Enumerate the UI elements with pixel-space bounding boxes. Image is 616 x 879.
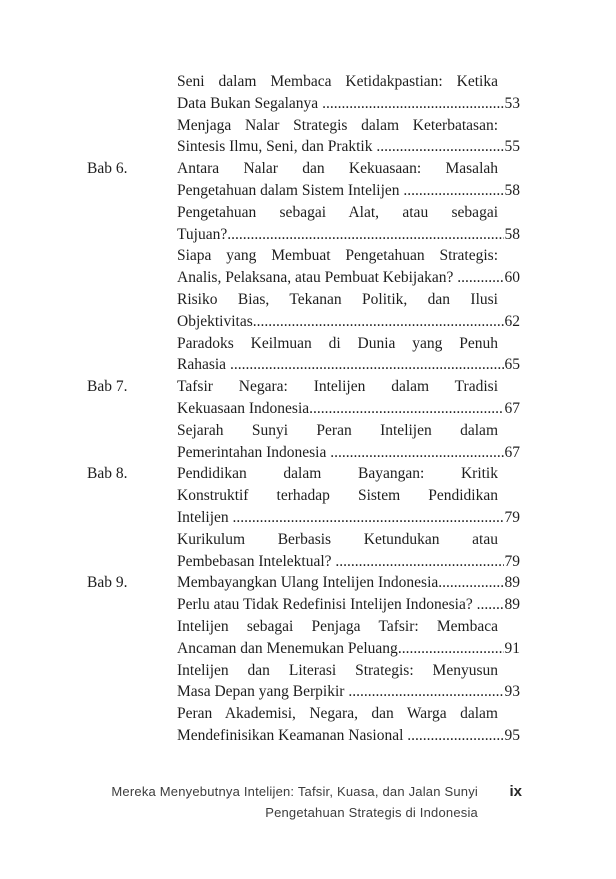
entry-page-number: 62 xyxy=(504,312,520,330)
dot-leader xyxy=(457,267,503,289)
entry-body xyxy=(177,202,520,246)
entry-last-line xyxy=(177,572,520,594)
entry-page-number: 89 xyxy=(504,574,520,592)
toc-entry xyxy=(87,703,520,747)
entry-last-text: Sintesis Ilmu, Seni, dan Praktik xyxy=(177,138,377,156)
toc-entry xyxy=(87,572,520,594)
chapter-label: Bab 7. xyxy=(87,378,128,396)
entry-last-text: Kekuasaan Indonesia xyxy=(177,399,310,417)
entry-last-line xyxy=(177,681,520,703)
entry-last-text: Mendefinisikan Keamanan Nasional xyxy=(177,726,408,744)
entry-text-line: Tafsir Negara: Intelijen dalam Tradisi xyxy=(177,378,498,396)
entry-page-number: 60 xyxy=(504,269,520,287)
chapter-label xyxy=(87,529,177,573)
footer-book-title-line2: Pengetahuan Strategis di Indonesia xyxy=(265,804,478,820)
dot-leader xyxy=(322,93,503,115)
chapter-label: Bab 9. xyxy=(87,574,128,592)
entry-last-line xyxy=(177,354,520,376)
toc-entry xyxy=(87,245,520,289)
dot-leader xyxy=(309,398,503,420)
entry-text-line: Sejarah Sunyi Peran Intelijen dalam xyxy=(177,421,498,439)
entry-text-line: Intelijen sebagai Penjaga Tafsir: Membaca xyxy=(177,617,498,635)
toc-entry xyxy=(87,158,520,202)
entry-last-line xyxy=(177,136,520,158)
entry-last-text: Membayangkan Ulang Intelijen Indonesia xyxy=(177,574,439,592)
entry-last-text: Objektivitas xyxy=(177,312,253,330)
chapter-label: Bab 8. xyxy=(87,465,128,483)
entry-body xyxy=(177,115,520,159)
entry-last-text: Pembebasan Intelektual? xyxy=(177,552,336,570)
entry-text-line: Seni dalam Membaca Ketidakpastian: Ketika xyxy=(177,73,498,90)
dot-leader xyxy=(335,551,503,573)
dot-leader xyxy=(330,442,503,464)
entry-text-line: Intelijen dan Literasi Strategis: Menyusun xyxy=(177,661,498,679)
footer-book-title-line1: Mereka Menyebutnya Intelijen: Tafsir, Kuasa, dan Jalan Sunyi xyxy=(111,784,478,799)
entry-last-line xyxy=(177,507,520,529)
dot-leader xyxy=(348,681,503,703)
chapter-label xyxy=(87,71,177,115)
dot-leader xyxy=(438,572,503,594)
chapter-label xyxy=(87,202,177,246)
entry-last-text: Data Bukan Segalanya xyxy=(177,94,323,112)
entry-body xyxy=(177,703,520,747)
entry-last-line xyxy=(177,398,520,420)
entry-body xyxy=(177,594,520,616)
entry-body xyxy=(177,463,520,528)
entry-last-text: Rahasia xyxy=(177,356,230,374)
entry-body xyxy=(177,420,520,464)
toc-entry xyxy=(87,420,520,464)
entry-last-text: Perlu atau Tidak Redefinisi Intelijen Indonesia? xyxy=(177,596,477,614)
entry-last-line xyxy=(177,224,520,246)
chapter-label xyxy=(87,333,177,377)
dot-leader xyxy=(376,136,503,158)
entry-last-line xyxy=(177,638,520,660)
chapter-label xyxy=(87,289,177,333)
entry-page-number: 55 xyxy=(504,138,520,156)
chapter-label xyxy=(87,616,177,660)
dot-leader xyxy=(233,507,504,529)
toc-entry xyxy=(87,376,520,420)
entry-body xyxy=(177,529,520,573)
toc-entry xyxy=(87,529,520,573)
entry-body xyxy=(177,376,520,420)
entry-last-line xyxy=(177,442,520,464)
entry-last-line xyxy=(177,725,520,747)
toc-entry xyxy=(87,289,520,333)
entry-page-number: 58 xyxy=(504,181,520,199)
entry-text-line: Paradoks Keilmuan di Dunia yang Penuh xyxy=(177,334,498,352)
dot-leader xyxy=(398,638,504,660)
entry-body xyxy=(177,660,520,704)
entry-body xyxy=(177,158,520,202)
chapter-label xyxy=(87,660,177,704)
chapter-label: Bab 6. xyxy=(87,160,128,178)
entry-last-line xyxy=(177,267,520,289)
chapter-label xyxy=(87,245,177,289)
entry-last-text: Intelijen xyxy=(177,508,233,526)
entry-text-line: Peran Akademisi, Negara, dan Warga dalam xyxy=(177,705,498,723)
chapter-label xyxy=(87,594,177,616)
toc-entry xyxy=(87,71,520,115)
entry-page-number: 91 xyxy=(504,639,520,657)
toc-entries xyxy=(87,71,520,747)
toc-entry xyxy=(87,202,520,246)
footer-book-title xyxy=(87,782,478,823)
entry-last-line xyxy=(177,311,520,333)
dot-leader xyxy=(477,594,504,616)
entry-text-line: Siapa yang Membuat Pengetahuan Strategis: xyxy=(177,247,498,265)
entry-body xyxy=(177,616,520,660)
entry-text-line: Pendidikan dalam Bayangan: Kritik xyxy=(177,465,498,483)
entry-last-line xyxy=(177,93,520,115)
entry-last-text: Tujuan? xyxy=(177,225,228,243)
chapter-label xyxy=(87,420,177,464)
entry-body xyxy=(177,245,520,289)
entry-page-number: 67 xyxy=(504,443,520,461)
entry-page-number: 79 xyxy=(504,552,520,570)
entry-last-line xyxy=(177,551,520,573)
entry-body xyxy=(177,572,520,594)
entry-last-line xyxy=(177,180,520,202)
entry-body xyxy=(177,289,520,333)
entry-last-line xyxy=(177,594,520,616)
folio-page-number: ix xyxy=(509,783,522,800)
toc-entry xyxy=(87,333,520,377)
entry-last-text: Pengetahuan dalam Sistem Intelijen xyxy=(177,181,404,199)
entry-last-text: Analis, Pelaksana, atau Pembuat Kebijakan? xyxy=(177,269,458,287)
entry-body xyxy=(177,333,520,377)
entry-text-line: Kurikulum Berbasis Ketundukan atau xyxy=(177,530,498,548)
chapter-label xyxy=(87,115,177,159)
entry-page-number: 95 xyxy=(504,726,520,744)
dot-leader xyxy=(407,725,503,747)
entry-last-text: Pemerintahan Indonesia xyxy=(177,443,331,461)
entry-page-number: 65 xyxy=(504,356,520,374)
toc-entry xyxy=(87,660,520,704)
entry-last-text: Ancaman dan Menemukan Peluang xyxy=(177,639,398,657)
dot-leader xyxy=(403,180,503,202)
dot-leader xyxy=(253,311,504,333)
dot-leader xyxy=(230,354,504,376)
entry-last-text: Masa Depan yang Berpikir xyxy=(177,683,349,701)
entry-page-number: 89 xyxy=(504,596,520,614)
toc-entry xyxy=(87,463,520,528)
entry-page-number: 67 xyxy=(504,399,520,417)
toc-entry xyxy=(87,115,520,159)
entry-text-line: Risiko Bias, Tekanan Politik, dan Ilusi xyxy=(177,290,498,308)
entry-text-line: Pengetahuan sebagai Alat, atau sebagai xyxy=(177,203,498,221)
toc-entry xyxy=(87,616,520,660)
entry-text-line: Antara Nalar dan Kekuasaan: Masalah xyxy=(177,160,498,178)
entry-text-line: Menjaga Nalar Strategis dalam Keterbatasan: xyxy=(177,116,498,134)
dot-leader xyxy=(227,224,503,246)
toc-entry xyxy=(87,594,520,616)
entry-page-number: 93 xyxy=(504,683,520,701)
chapter-label xyxy=(87,703,177,747)
entry-page-number: 53 xyxy=(504,94,520,112)
entry-page-number: 58 xyxy=(504,225,520,243)
entry-page-number: 79 xyxy=(504,508,520,526)
entry-text-line: Konstruktif terhadap Sistem Pendidikan xyxy=(177,487,498,505)
entry-body xyxy=(177,71,520,115)
